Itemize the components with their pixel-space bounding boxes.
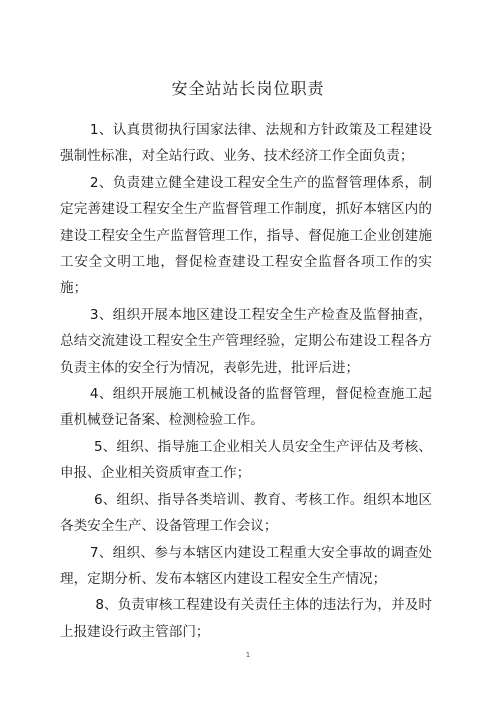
duty-item-8: 8、负责审核工程建设有关责任主体的违法行为，并及时上报建设行政主管部门； [60,597,432,640]
document-title: 安全站站长岗位职责 [171,79,325,98]
duty-item-7: 7、组织、参与本辖区内建设工程重大安全事故的调查处理，定期分析、发布本辖区内建设工程安全生产情况； [60,544,432,587]
document-body [60,117,432,645]
duty-item-2: 2、负责建立健全建设工程安全生产的监督管理体系，制定完善建设工程安全生产监督管理工作制度，抓好本辖区内的建设工程安全生产监督管理工作，指导、督促施工企业创建施工安全文明工地，督促检查建设工程安全监督各项工作的实施； [60,174,432,297]
duty-item-6: 6、组织、指导各类培训、教育、考核工作。组织本地区各类安全生产、设备管理工作会议； [60,491,432,535]
duty-item-1: 1、认真贯彻执行国家法律、法规和方针政策及工程建设强制性标准，对全站行政、业务、技术经济工作全面负责； [60,122,432,165]
page-number: 1 [245,651,251,659]
duty-item-4: 4、组织开展施工机械设备的监督管理，督促检查施工起重机械登记备案、检测检验工作。 [60,386,432,429]
duty-item-3: 3、组织开展本地区建设工程安全生产检查及监督抽查，总结交流建设工程安全生产管理经验，定期公布建设工程各方负责主体的安全行为情况，表彰先进，批评后进； [60,306,432,376]
duty-item-5: 5、组织、指导施工企业相关人员安全生产评估及考核、申报、企业相关资质审查工作； [60,438,432,482]
